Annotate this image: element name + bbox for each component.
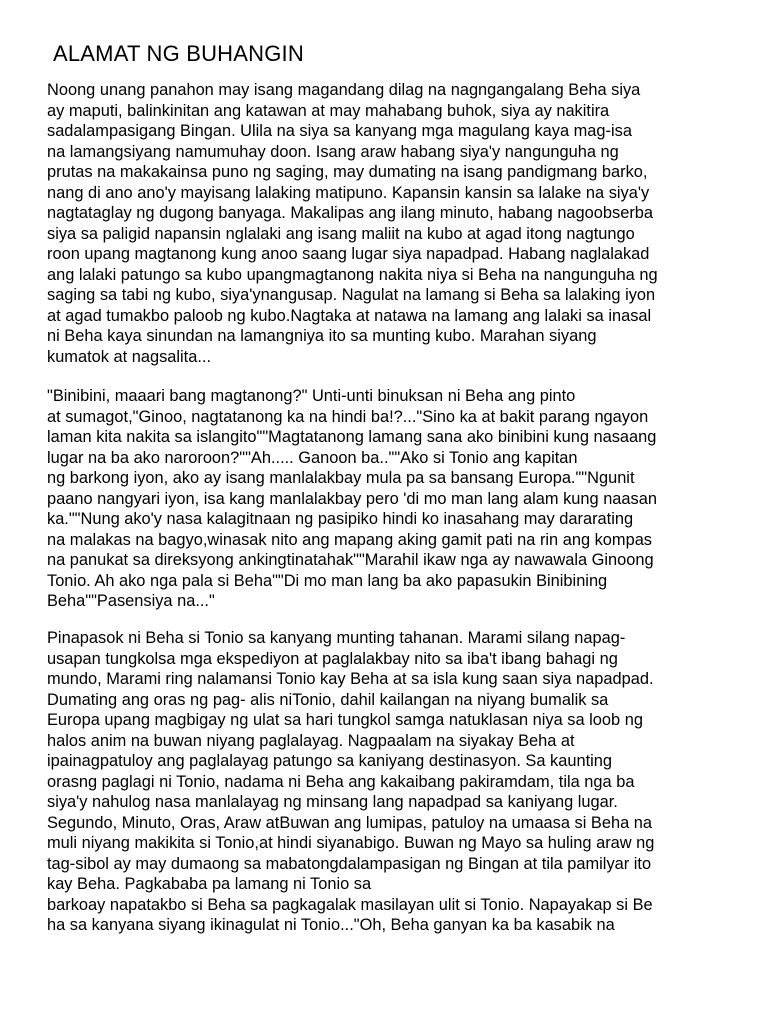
text-line: halos anim na buwan niyang paglalayag. Nagpaalam na siyakay Beha at [47,731,575,750]
text-line: prutas na makakainsa puno ng saging, may dumating na isang pandigmang barko, [47,163,648,181]
text-line: lugar na ba ako naroroon?""Ah..... Ganoon ba..""Ako si Tonio ang kapitan [47,448,578,467]
text-line: Europa upang magbigay ng ulat sa hari tungkol samga natuklasan niya sa loob ng [47,711,643,729]
text-line: Beha""Pasensiya na..." [47,592,215,610]
text-line: ng barkong iyon, ako ay isang manlalakbay mula pa sa bansang Europa.""Ngunit [47,469,635,487]
text-line: kumatok at nagsalita... [47,347,211,366]
text-line: mundo, Marami ring nalamansi Tonio kay Beha at sa isla kung saan siya napadpad. [47,670,654,688]
text-line: at agad tumakbo paloob ng kubo.Nagtaka at natawa na lamang ang lalaki sa inasal [47,306,652,325]
text-line: siya sa paligid napansin nglalaki ang isang maliit na kubo at agad itong nagtungo [47,224,635,243]
text-line: saging sa tabi ng kubo, siya'ynangusap. Nagulat na lamang si Beha sa lalaking iyon [47,286,656,304]
text-line: ang lalaki patungo sa kubo upangmagtanong nakita niya si Beha na nangunguha ng [47,265,658,284]
text-line: na panukat sa direksyong ankingtinatahak""Marahil ikaw nga ay nawawala Ginoong [47,551,654,569]
text-line: siya'y nahulog nasa manlalayag ng minsang lang napadpad sa kaniyang lugar. [47,793,618,811]
text-line: ni Beha kaya sinundan na lamangniya ito sa munting kubo. Marahan siyang [47,327,597,345]
text-line: ka.""Nung ako'y nasa kalagitnaan ng pasipiko hindi ko inasahang may dararating [47,510,634,528]
text-line: roon upang magtanong kung anoo saang lugar siya napadpad. Habang naglalakad [47,245,650,263]
document-title: ALAMAT NG BUHANGIN [53,41,304,66]
text-line: muli niyang makikita si Tonio,at hindi siyanabigo. Buwan ng Mayo sa huling araw ng [47,834,655,852]
paragraph-2 [47,386,747,612]
text-line: usapan tungkolsa mga ekspediyon at paglalakbay nito sa iba't ibang bahagi ng [47,649,618,668]
text-line: Segundo, Minuto, Oras, Araw atBuwan ang lumipas, patuloy na umaasa si Beha na [47,813,652,832]
text-line: na malakas na bagyo,winasak nito ang mapang aking gamit pati na rin ang kompas [47,530,653,549]
text-line: ipainagpatuloy ang paglalayag patungo sa kaniyang destinasyon. Sa kaunting [47,752,612,770]
text-line: Tonio. Ah ako nga pala si Beha""Di mo man lang ba ako papasukin Binibining [47,571,608,590]
text-line: laman kita nakita sa islangito""Magtatanong lamang sana ako binibini kung nasaang [47,428,657,446]
text-line: Noong unang panahon may isang magandang dilag na nagngangalang Beha siya [47,81,641,99]
text-line: kay Beha. Pagkababa pa lamang ni Tonio sa [47,875,372,893]
text-line: nang di ano ano'y mayisang lalaking matipuno. Kapansin kansin sa lalake na siya'y [47,183,650,202]
text-line: "Binibini, maaari bang magtanong?" Unti-unti binuksan ni Beha ang pinto [47,387,576,405]
text-line: paano nangyari iyon, isa kang manlalakbay pero 'di mo man lang alam kung naasan [47,489,657,508]
text-line: nagtataglay ng dugong banyaga. Makalipas ang ilang minuto, habang nagoobserba [47,204,654,222]
text-line: ay maputi, balinkinitan ang katawan at may mahabang buhok, siya ay nakitira [47,101,610,120]
text-line: barkoay napatakbo si Beha sa pagkagalak masilayan ulit si Tonio. Napayakap si Be [47,895,653,914]
text-line: Pinapasok ni Beha si Tonio sa kanyang munting tahanan. Marami silang napag- [47,629,626,647]
text-line: at sumagot,"Ginoo, nagtatanong ka na hindi ba!?..."Sino ka at bakit parang ngayon [47,407,649,426]
text-line: tag-sibol ay may dumaong sa mabatongdalampasigan ng Bingan at tila pamilyar ito [47,854,652,873]
paragraph-1 [47,80,747,367]
text-line: sadalampasigang Bingan. Ulila na siya sa kanyang mga magulang kaya mag-isa [47,122,632,140]
text-line: Dumating ang oras ng pag- alis niTonio, dahil kailangan na niyang bumalik sa [47,690,609,709]
paragraph-3 [47,628,747,936]
text-line: na lamangsiyang namumuhay doon. Isang araw habang siya'y nangunguha ng [47,142,619,161]
text-line: orasng paglagi ni Tonio, nadama ni Beha ang kakaibang pakiramdam, tila nga ba [47,772,635,791]
text-line: ha sa kanyana siyang ikinagulat ni Tonio..."Oh, Beha ganyan ka ba kasabik na [47,916,615,934]
